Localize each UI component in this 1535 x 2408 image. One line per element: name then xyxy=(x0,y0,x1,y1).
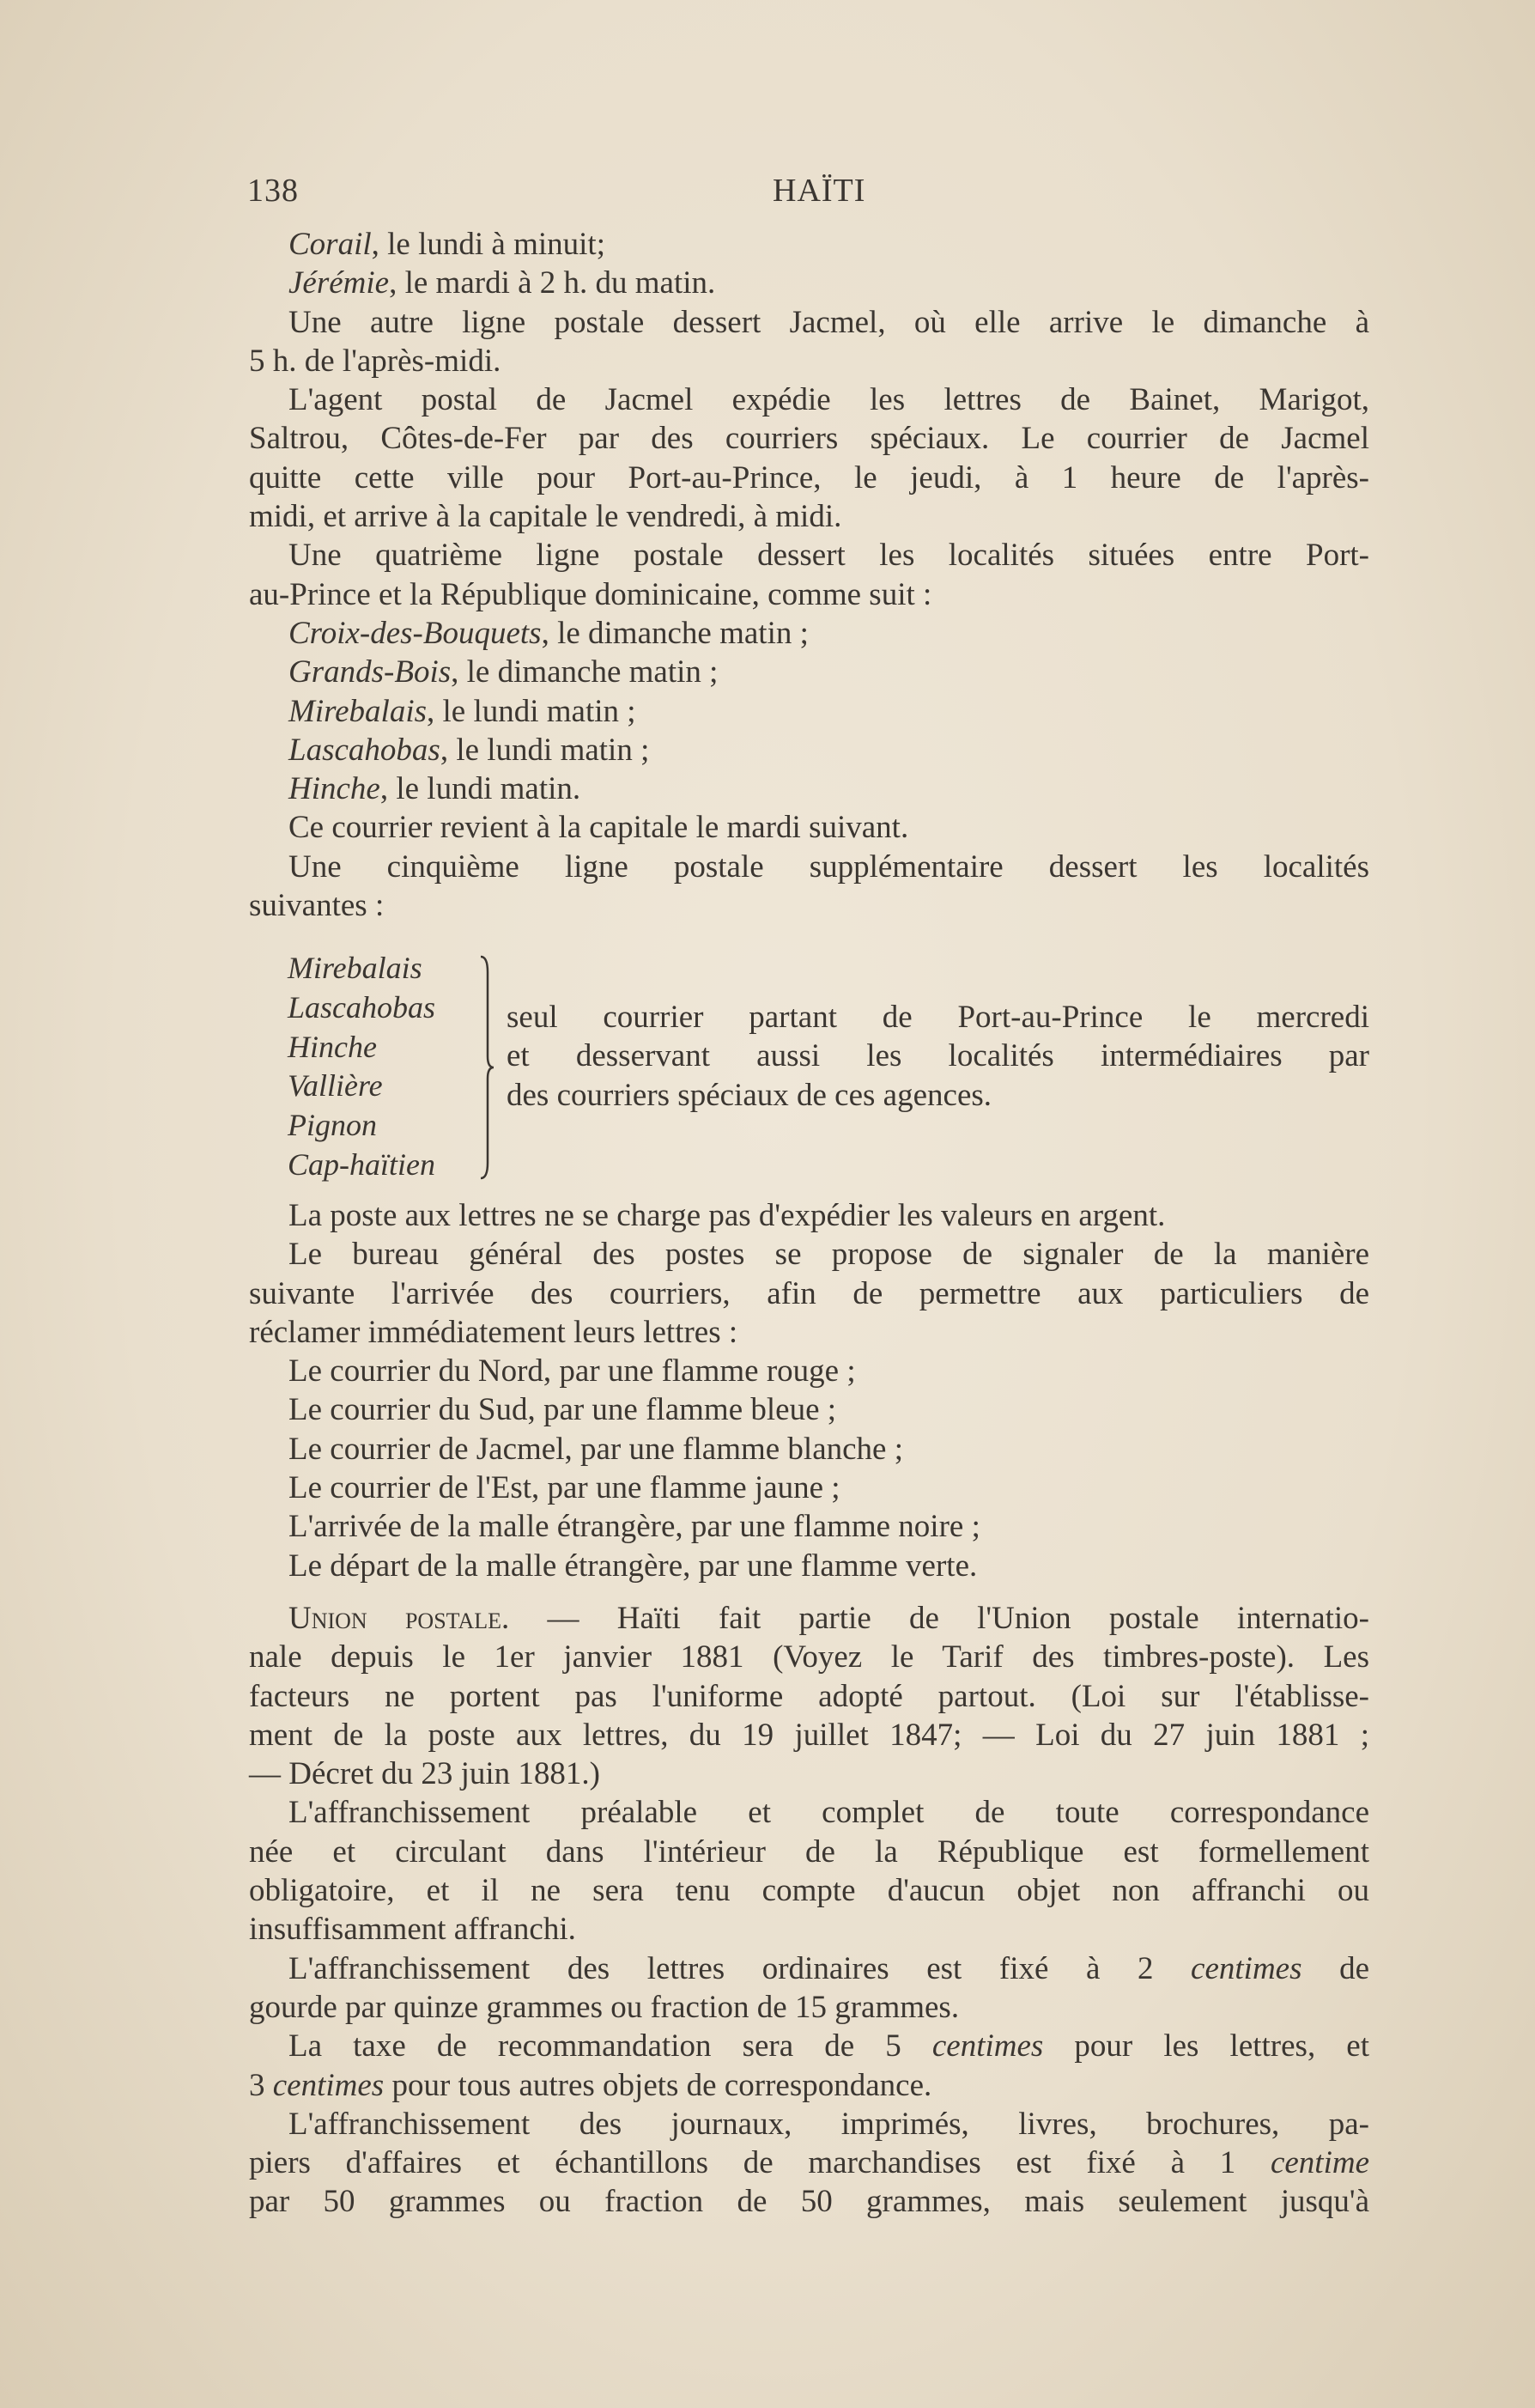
italic-text: Mirebalais xyxy=(288,693,428,729)
text-line xyxy=(249,225,1369,264)
text-segment: seul courrier partant de Port-au-Prince le mercredi xyxy=(507,1000,1369,1035)
text-line xyxy=(249,380,1369,419)
text-line xyxy=(249,1390,1369,1429)
text-line xyxy=(249,692,1369,731)
text-segment: L'affranchissement des journaux, imprimés, livres, brochures, pa- xyxy=(288,2106,1369,2142)
brace-bracket xyxy=(479,955,494,1180)
text-segment: Le courrier de l'Est, par une flamme jaune ; xyxy=(288,1470,840,1506)
text-line xyxy=(507,1076,1369,1115)
text-line xyxy=(249,2105,1369,2143)
text-segment: Une quatrième ligne postale dessert les localités situées entre Port- xyxy=(288,538,1369,574)
text-segment: piers d'affaires et échantillons de marchandises est fixé à 1 xyxy=(249,2145,1271,2181)
text-line xyxy=(249,1313,1369,1352)
text-segment: — Haïti fait partie de l'Union postale internatio- xyxy=(509,1601,1369,1636)
text-segment: obligatoire, et il ne sera tenu compte d'aucun objet non affranchi ou xyxy=(249,1873,1369,1909)
text-line xyxy=(249,1352,1369,1390)
text-segment: 5 h. de l'après-midi. xyxy=(249,343,501,379)
text-segment: au-Prince et la République dominicaine, comme suit : xyxy=(249,576,932,612)
text-line xyxy=(249,1716,1369,1754)
section-union-postale xyxy=(249,1599,1369,2222)
text-segment: des courriers spéciaux de ces agences. xyxy=(507,1077,992,1113)
text-segment: , le mardi à 2 h. du matin. xyxy=(389,265,716,301)
text-line xyxy=(249,1507,1369,1546)
italic-text: centimes xyxy=(931,2028,1044,2064)
text-segment: L'affranchissement des lettres ordinaires est fixé à 2 xyxy=(288,1950,1192,1986)
section-courier-signals xyxy=(249,1196,1369,1585)
locality-name: Lascahobas xyxy=(288,989,436,1025)
text-segment: gourde par quinze grammes ou fraction de 15 grammes. xyxy=(249,1989,960,2025)
text-line xyxy=(249,1677,1369,1716)
locality-name: Vallière xyxy=(288,1068,383,1104)
text-line xyxy=(249,303,1369,342)
text-line xyxy=(249,2027,1369,2065)
locality-name: Hinche xyxy=(288,1029,377,1064)
text-line xyxy=(249,575,1369,614)
italic-text: centimes xyxy=(1191,1950,1302,1986)
italic-text: Croix-des-Bouquets xyxy=(288,615,542,651)
text-line xyxy=(249,769,1369,808)
text-segment: suivantes : xyxy=(249,888,385,924)
text-line xyxy=(249,848,1369,886)
italic-text: centimes xyxy=(272,2067,385,2103)
text-segment: midi, et arrive à la capitale le vendredi, à midi. xyxy=(249,499,842,535)
text-segment: quitte cette ville pour Port-au-Prince, le jeudi, à 1 heure de l'après- xyxy=(249,459,1369,496)
text-segment: Le bureau général des postes se propose de signaler de la manière xyxy=(288,1237,1369,1273)
italic-text: Hinche xyxy=(288,771,380,807)
text-segment: de xyxy=(1301,1950,1369,1986)
bracket-locality-list xyxy=(288,949,435,1185)
text-line xyxy=(249,497,1369,536)
text-line xyxy=(249,264,1369,302)
locality-name: Mirebalais xyxy=(288,951,422,985)
section-postal-routes xyxy=(249,225,1369,925)
text-segment: L'affranchissement préalable et complet de toute correspondance xyxy=(288,1795,1369,1831)
text-segment: pour tous autres objets de correspondance. xyxy=(384,2067,932,2103)
text-segment: Ce courrier revient à la capitale le mardi suivant. xyxy=(288,810,909,846)
text-segment: insuffisamment affranchi. xyxy=(249,1912,576,1948)
text-line xyxy=(249,1469,1369,1507)
text-segment: L'agent postal de Jacmel expédie les lettres de Bainet, Marigot, xyxy=(288,382,1369,418)
small-caps-heading: Union postale. xyxy=(288,1601,510,1636)
text-line xyxy=(249,886,1369,925)
text-segment: Le courrier du Nord, par une flamme rouge ; xyxy=(288,1353,856,1389)
locality-name: Cap-haïtien xyxy=(288,1146,435,1182)
text-line xyxy=(249,2182,1369,2221)
text-line xyxy=(249,1871,1369,1910)
page-number: 138 xyxy=(247,173,299,209)
text-segment: nale depuis le 1er janvier 1881 (Voyez le Tarif des timbres-poste). Les xyxy=(249,1639,1369,1675)
text-segment: facteurs ne portent pas l'uniforme adopté partout. (Loi sur l'établisse- xyxy=(249,1678,1369,1714)
text-line xyxy=(249,342,1369,380)
text-line xyxy=(249,1638,1369,1676)
text-line xyxy=(249,1235,1369,1274)
text-line xyxy=(249,731,1369,769)
text-segment: , le dimanche matin ; xyxy=(451,654,719,690)
text-segment: , le lundi matin. xyxy=(379,771,581,807)
italic-text: Jérémie xyxy=(288,265,390,301)
text-segment: et desservant aussi les localités intermédiaires par xyxy=(507,1038,1369,1074)
italic-text: Grands-Bois xyxy=(288,654,452,690)
text-line xyxy=(249,1833,1369,1871)
bracket-description xyxy=(507,998,1369,1115)
text-segment: née et circulant dans l'intérieur de la République est formellement xyxy=(249,1833,1369,1870)
text-segment: La taxe de recommandation sera de 5 xyxy=(288,2028,932,2064)
text-line xyxy=(249,614,1369,653)
text-segment: 3 xyxy=(249,2067,273,2103)
text-line xyxy=(249,459,1369,497)
text-segment: réclamer immédiatement leurs lettres : xyxy=(249,1314,738,1350)
text-line xyxy=(249,1196,1369,1235)
text-segment: par 50 grammes ou fraction de 50 grammes, mais seulement jusqu'à xyxy=(249,2184,1369,2220)
locality-name: Pignon xyxy=(288,1108,377,1143)
text-line xyxy=(249,1988,1369,2027)
text-line xyxy=(249,1949,1369,1988)
italic-text: Corail xyxy=(288,227,372,262)
text-line xyxy=(507,998,1369,1037)
text-line xyxy=(249,653,1369,691)
text-segment: Saltrou, Côtes-de-Fer par des courriers spéciaux. Le courrier de Jacmel xyxy=(249,421,1369,457)
text-segment: La poste aux lettres ne se charge pas d'expédier les valeurs en argent. xyxy=(288,1198,1166,1233)
text-segment: Le courrier de Jacmel, par une flamme blanche ; xyxy=(288,1431,904,1467)
text-line xyxy=(249,1599,1369,1638)
text-line xyxy=(249,2143,1369,2182)
text-segment: , le lundi matin ; xyxy=(427,693,636,729)
text-segment: L'arrivée de la malle étrangère, par une flamme noire ; xyxy=(288,1509,980,1545)
text-segment: , le lundi à minuit; xyxy=(371,227,605,262)
text-line xyxy=(249,1793,1369,1832)
text-line xyxy=(249,808,1369,847)
italic-text: centime xyxy=(1270,2145,1369,2181)
text-segment: , le lundi matin ; xyxy=(440,732,650,768)
text-segment: — Décret du 23 juin 1881.) xyxy=(249,1756,600,1792)
text-line xyxy=(249,1430,1369,1469)
italic-text: Lascahobas xyxy=(288,732,440,768)
text-segment: ment de la poste aux lettres, du 19 juillet 1847; — Loi du 27 juin 1881 ; xyxy=(249,1717,1369,1753)
running-title: HAÏTI xyxy=(773,173,866,209)
text-segment: suivante l'arrivée des courriers, afin de permettre aux particuliers de xyxy=(249,1275,1369,1311)
text-segment: Le courrier du Sud, par une flamme bleue ; xyxy=(288,1392,837,1428)
text-segment: , le dimanche matin ; xyxy=(541,615,809,651)
text-line xyxy=(249,1754,1369,1793)
text-segment: pour les lettres, et xyxy=(1043,2028,1369,2064)
text-line xyxy=(249,1910,1369,1949)
text-line xyxy=(507,1037,1369,1075)
text-line xyxy=(249,1274,1369,1313)
text-segment: Une cinquième ligne postale supplémentaire dessert les localités xyxy=(288,848,1369,885)
text-line xyxy=(249,2066,1369,2105)
text-segment: Le départ de la malle étrangère, par une flamme verte. xyxy=(288,1548,978,1584)
text-segment: Une autre ligne postale dessert Jacmel, où elle arrive le dimanche à xyxy=(288,304,1369,340)
text-line xyxy=(249,419,1369,458)
text-line xyxy=(249,536,1369,575)
text-line xyxy=(249,1547,1369,1585)
